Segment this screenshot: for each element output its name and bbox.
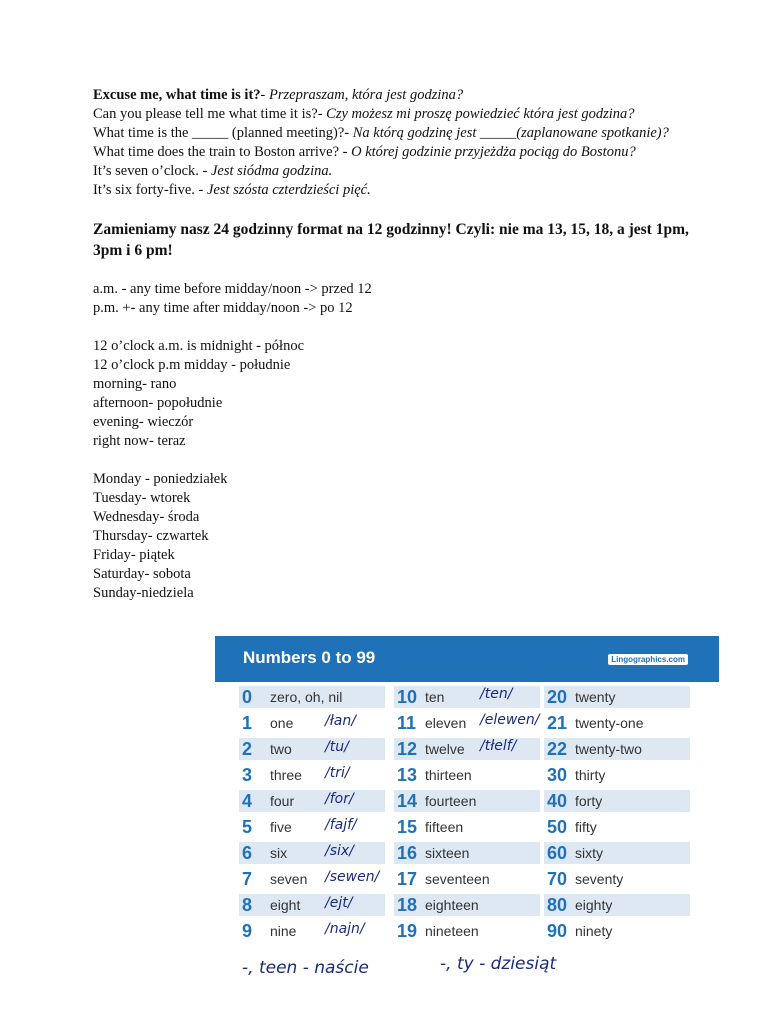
number-row <box>394 842 540 864</box>
handwritten-teen-note: -, teen - naście <box>242 958 369 978</box>
day-sunday: Sunday-niedziela <box>93 585 194 601</box>
number-row <box>239 790 385 812</box>
handwritten-pronunciation: /tri/ <box>325 765 350 781</box>
number-word: seventeen <box>425 871 490 887</box>
time-vocab-1: 12 o’clock a.m. is midnight - północ <box>93 338 305 354</box>
numbers-column-units <box>239 686 385 946</box>
number-word: nine <box>270 923 297 939</box>
number-word: eighteen <box>425 897 479 913</box>
day-thursday: Thursday- czwartek <box>93 528 209 544</box>
number-row <box>544 712 690 734</box>
number-row <box>239 816 385 838</box>
numbers-panel-title: Numbers 0 to 99 <box>243 648 376 667</box>
number-word: twenty <box>575 689 616 705</box>
number-row <box>239 712 385 734</box>
number-digit: 7 <box>242 868 253 889</box>
number-digit: 18 <box>397 894 418 915</box>
number-word: zero, oh, nil <box>270 689 343 705</box>
number-digit: 3 <box>242 764 253 785</box>
number-word: twelve <box>425 741 465 757</box>
am-line: a.m. - any time before midday/noon -> przed 12 <box>93 281 372 297</box>
number-word: fourteen <box>425 793 477 809</box>
number-digit: 17 <box>397 868 418 889</box>
numbers-column-tens <box>544 686 690 946</box>
brand-logo: Lingographics.com <box>608 654 688 665</box>
phrase-4: What time does the train to Boston arrive? - O której godzinie przyjeżdża pociąg do Bostonu? <box>93 144 636 160</box>
time-vocab-2: 12 o’clock p.m midday - południe <box>93 357 291 373</box>
phrase-1: Excuse me, what time is it?- Przepraszam, która jest godzina? <box>93 87 464 103</box>
number-word: twenty-two <box>575 741 642 757</box>
number-digit: 50 <box>547 816 568 837</box>
handwritten-pronunciation: /ten/ <box>480 686 513 702</box>
number-digit: 13 <box>397 764 418 785</box>
handwritten-pronunciation: /for/ <box>325 791 354 807</box>
day-friday: Friday- piątek <box>93 547 175 563</box>
handwritten-pronunciation: /najn/ <box>325 921 365 937</box>
number-row <box>239 868 385 890</box>
day-monday: Monday - poniedziałek <box>93 471 228 487</box>
time-vocab-6: right now- teraz <box>93 433 186 449</box>
number-row <box>394 712 540 734</box>
time-vocab-4: afternoon- popołudnie <box>93 395 223 411</box>
numbers-panel <box>215 636 719 978</box>
number-word: thirteen <box>425 767 472 783</box>
number-digit: 1 <box>242 712 253 733</box>
handwritten-pronunciation: /tu/ <box>325 739 349 755</box>
number-digit: 20 <box>547 686 568 707</box>
pm-line: p.m. +- any time after midday/noon -> po 12 <box>93 300 353 316</box>
number-row <box>544 686 690 708</box>
number-digit: 16 <box>397 842 418 863</box>
number-digit: 9 <box>242 920 253 941</box>
handwritten-pronunciation: /six/ <box>325 843 354 859</box>
number-row <box>544 816 690 838</box>
number-digit: 5 <box>242 816 253 837</box>
phrase-2: Can you please tell me what time it is?- Czy możesz mi proszę powiedzieć która jest godzina? <box>93 106 635 122</box>
number-row <box>239 842 385 864</box>
number-word: six <box>270 845 288 861</box>
number-word: nineteen <box>425 923 479 939</box>
number-word: one <box>270 715 294 731</box>
phrase-6: It’s six forty-five. - Jest szósta czterdzieści pięć. <box>93 182 371 198</box>
number-word: thirty <box>575 767 606 783</box>
number-word: seven <box>270 871 308 887</box>
number-word: eleven <box>425 715 467 731</box>
number-word: forty <box>575 793 603 809</box>
number-row <box>394 920 540 942</box>
number-word: sixteen <box>425 845 470 861</box>
handwritten-pronunciation: /sewen/ <box>325 869 380 885</box>
number-digit: 19 <box>397 920 418 941</box>
number-digit: 11 <box>397 712 417 733</box>
number-digit: 2 <box>242 738 253 759</box>
number-row <box>394 894 540 916</box>
number-word: four <box>270 793 295 809</box>
number-word: ten <box>425 689 445 705</box>
number-digit: 22 <box>547 738 568 759</box>
day-saturday: Saturday- sobota <box>93 566 191 582</box>
handwritten-pronunciation: /elewen/ <box>480 712 540 728</box>
number-word: sixty <box>575 845 603 861</box>
number-row <box>394 790 540 812</box>
phrase-3: What time is the _____ (planned meeting)?- Na którą godzinę jest _____(zaplanowane spotkanie)? <box>93 125 669 141</box>
number-row <box>544 920 690 942</box>
number-word: three <box>270 767 302 783</box>
number-digit: 10 <box>397 686 418 707</box>
number-digit: 90 <box>547 920 568 941</box>
day-wednesday: Wednesday- środa <box>93 509 200 525</box>
number-row <box>394 764 540 786</box>
number-word: eight <box>270 897 301 913</box>
number-word: fifteen <box>425 819 464 835</box>
document-text <box>93 86 693 603</box>
number-digit: 80 <box>547 894 568 915</box>
number-digit: 60 <box>547 842 568 863</box>
number-digit: 6 <box>242 842 253 863</box>
number-digit: 21 <box>547 712 568 733</box>
time-vocab-5: evening- wieczór <box>93 414 194 430</box>
handwritten-pronunciation: /ejt/ <box>325 895 353 911</box>
number-row <box>239 920 385 942</box>
number-digit: 70 <box>547 868 568 889</box>
number-row <box>394 686 540 708</box>
day-tuesday: Tuesday- wtorek <box>93 490 191 506</box>
number-digit: 14 <box>397 790 418 811</box>
time-vocab-3: morning- rano <box>93 376 177 392</box>
number-digit: 12 <box>397 738 418 759</box>
number-word: eighty <box>575 897 613 913</box>
number-word: twenty-one <box>575 715 644 731</box>
number-row <box>544 894 690 916</box>
number-row <box>394 738 540 760</box>
number-word: seventy <box>575 871 624 887</box>
number-row <box>544 764 690 786</box>
handwritten-pronunciation: /łan/ <box>325 713 356 729</box>
number-row <box>544 842 690 864</box>
number-row <box>394 868 540 890</box>
number-word: five <box>270 819 292 835</box>
number-digit: 8 <box>242 894 253 915</box>
number-word: ninety <box>575 923 613 939</box>
handwritten-ty-note: -, ty - dziesiąt <box>440 954 557 974</box>
number-word: fifty <box>575 819 597 835</box>
format-note: Zamieniamy nasz 24 godzinny format na 12 godzinny! Czyli: nie ma 13, 15, 18, a jest 1pm, 3pm i 6 pm! <box>93 221 689 259</box>
number-digit: 40 <box>547 790 568 811</box>
numbers-column-teens <box>394 686 540 946</box>
number-digit: 0 <box>242 686 253 707</box>
number-row <box>239 894 385 916</box>
number-row <box>239 764 385 786</box>
phrase-5: It’s seven o’clock. - Jest siódma godzina. <box>93 163 333 179</box>
number-row <box>239 738 385 760</box>
number-digit: 4 <box>242 790 253 811</box>
numbers-panel-header <box>215 636 719 682</box>
number-row <box>239 686 385 708</box>
number-word: two <box>270 741 292 757</box>
handwritten-pronunciation: /fajf/ <box>325 817 357 833</box>
handwritten-pronunciation: /tłelf/ <box>480 738 517 754</box>
number-digit: 15 <box>397 816 418 837</box>
number-row <box>544 790 690 812</box>
number-row <box>544 868 690 890</box>
number-row <box>394 816 540 838</box>
number-row <box>544 738 690 760</box>
number-digit: 30 <box>547 764 568 785</box>
